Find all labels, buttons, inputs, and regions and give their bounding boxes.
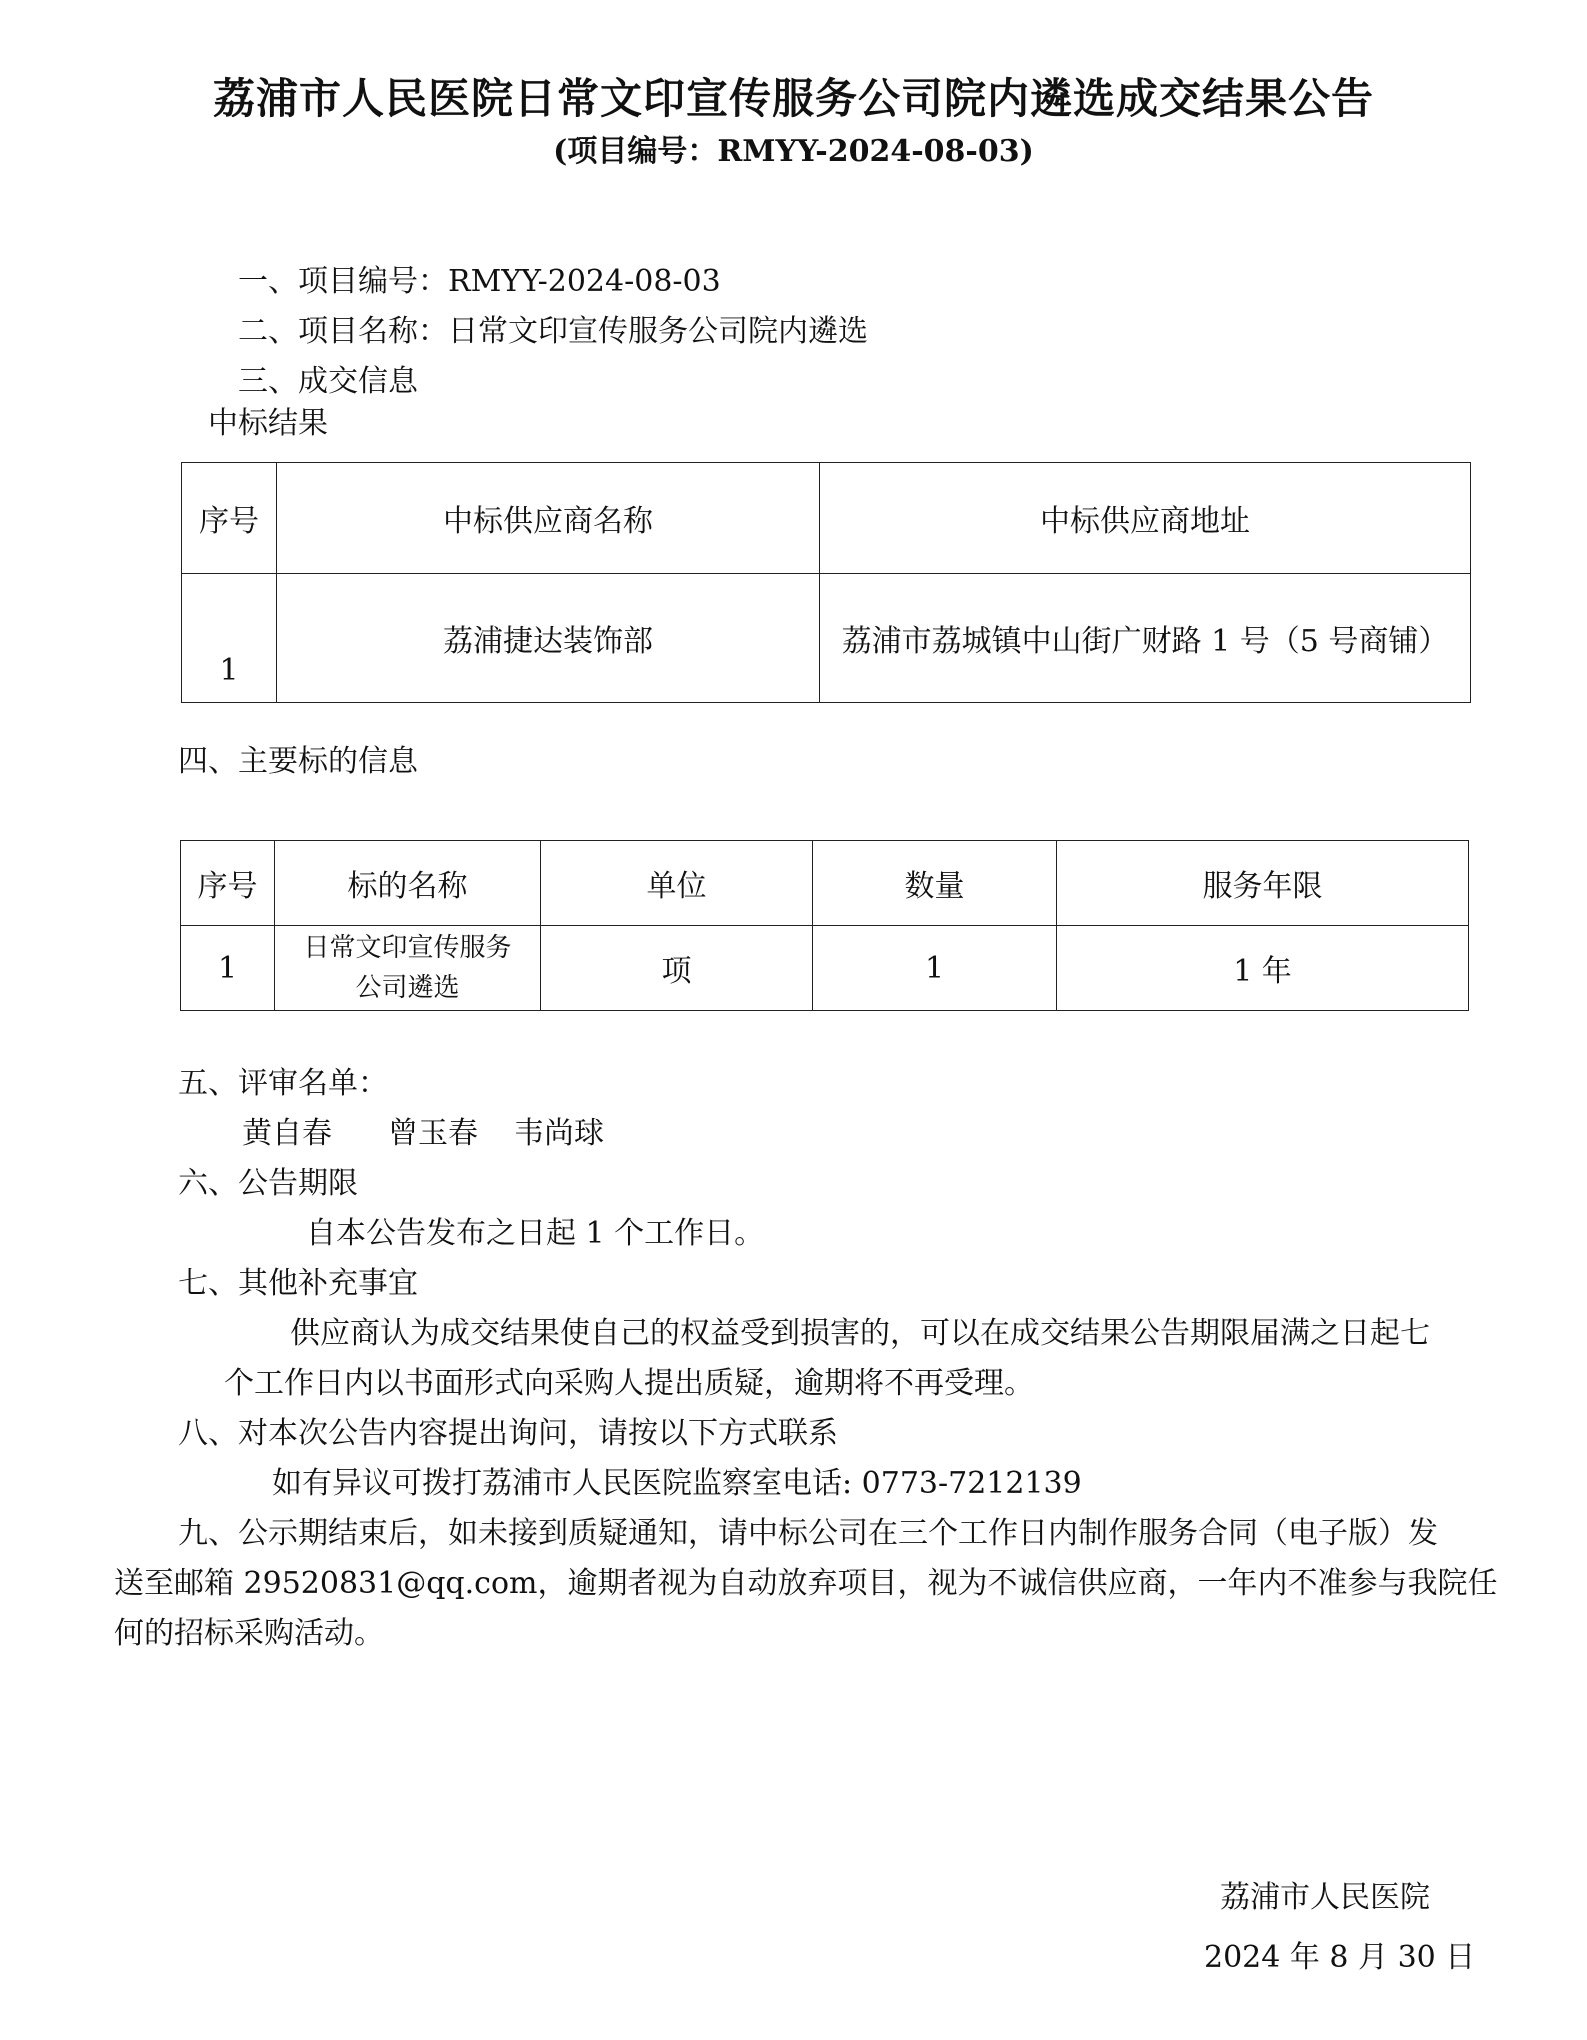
table-row <box>182 574 1471 703</box>
award-header-seq: 序号 <box>182 463 277 574</box>
section-deal-info: 三、成交信息 <box>238 364 418 399</box>
award-table <box>181 462 1471 703</box>
section-post-notice-line-2: 送至邮箱 29520831@qq.com，逾期者视为自动放弃项目，视为不诚信供应商，一年内不准参与我院任 <box>114 1566 1498 1601</box>
section-review-list: 五、评审名单： <box>178 1066 388 1101</box>
reviewer-name-2: 曾玉春 <box>388 1116 478 1151</box>
signature-date: 2024 年 8 月 30 日 <box>1204 1940 1476 1975</box>
award-result-label: 中标结果 <box>208 406 328 441</box>
signature-org: 荔浦市人民医院 <box>1220 1880 1430 1915</box>
item-name-line-1: 日常文印宣传服务 <box>303 933 512 963</box>
section-main-items: 四、主要标的信息 <box>178 744 418 779</box>
item-header-name: 标的名称 <box>275 841 541 926</box>
award-cell-seq: 1 <box>182 574 277 703</box>
other-matters-body-line-2: 个工作日内以书面形式向采购人提出质疑，逾期将不再受理。 <box>224 1366 1034 1401</box>
item-header-service-years: 服务年限 <box>1057 841 1469 926</box>
reviewer-name-3: 韦尚球 <box>514 1116 604 1151</box>
award-cell-supplier-name: 荔浦捷达装饰部 <box>277 574 820 703</box>
section-post-notice-line-3: 何的招标采购活动。 <box>114 1616 384 1651</box>
item-header-seq: 序号 <box>181 841 275 926</box>
section-other-matters: 七、其他补充事宜 <box>178 1266 418 1301</box>
document-title: 荔浦市人民医院日常文印宣传服务公司院内遴选成交结果公告 <box>212 74 1374 123</box>
award-cell-supplier-address: 荔浦市荔城镇中山街广财路 1 号（5 号商铺） <box>820 574 1471 703</box>
item-cell-unit: 项 <box>541 926 813 1011</box>
item-table-header-row <box>181 841 1469 926</box>
section-inquiry-contact: 八、对本次公告内容提出询问，请按以下方式联系 <box>178 1416 838 1451</box>
item-header-unit: 单位 <box>541 841 813 926</box>
award-table-header-row <box>182 463 1471 574</box>
section-notice-period: 六、公告期限 <box>178 1166 358 1201</box>
award-header-supplier-name: 中标供应商名称 <box>277 463 820 574</box>
item-cell-service-years: 1 年 <box>1057 926 1469 1011</box>
section-project-number: 一、项目编号：RMYY-2024-08-03 <box>238 264 721 299</box>
table-row <box>181 926 1469 1011</box>
project-number-subtitle: (项目编号：RMYY-2024-08-03) <box>553 134 1034 169</box>
inquiry-contact-body: 如有异议可拨打荔浦市人民医院监察室电话: 0773-7212139 <box>272 1466 1082 1501</box>
item-name-line-2: 公司遴选 <box>355 973 460 1003</box>
section-post-notice-line-1: 九、公示期结束后，如未接到质疑通知，请中标公司在三个工作日内制作服务合同（电子版）发 <box>178 1516 1438 1551</box>
item-cell-name <box>275 926 541 1011</box>
item-cell-seq: 1 <box>181 926 275 1011</box>
other-matters-body-line-1: 供应商认为成交结果使自己的权益受到损害的，可以在成交结果公告期限届满之日起七 <box>290 1316 1430 1351</box>
item-table <box>180 840 1469 1011</box>
section-project-name: 二、项目名称：日常文印宣传服务公司院内遴选 <box>238 314 868 349</box>
award-header-supplier-address: 中标供应商地址 <box>820 463 1471 574</box>
reviewer-name-1: 黄自春 <box>242 1116 332 1151</box>
item-header-quantity: 数量 <box>813 841 1057 926</box>
notice-period-body: 自本公告发布之日起 1 个工作日。 <box>306 1216 765 1251</box>
item-cell-quantity: 1 <box>813 926 1057 1011</box>
